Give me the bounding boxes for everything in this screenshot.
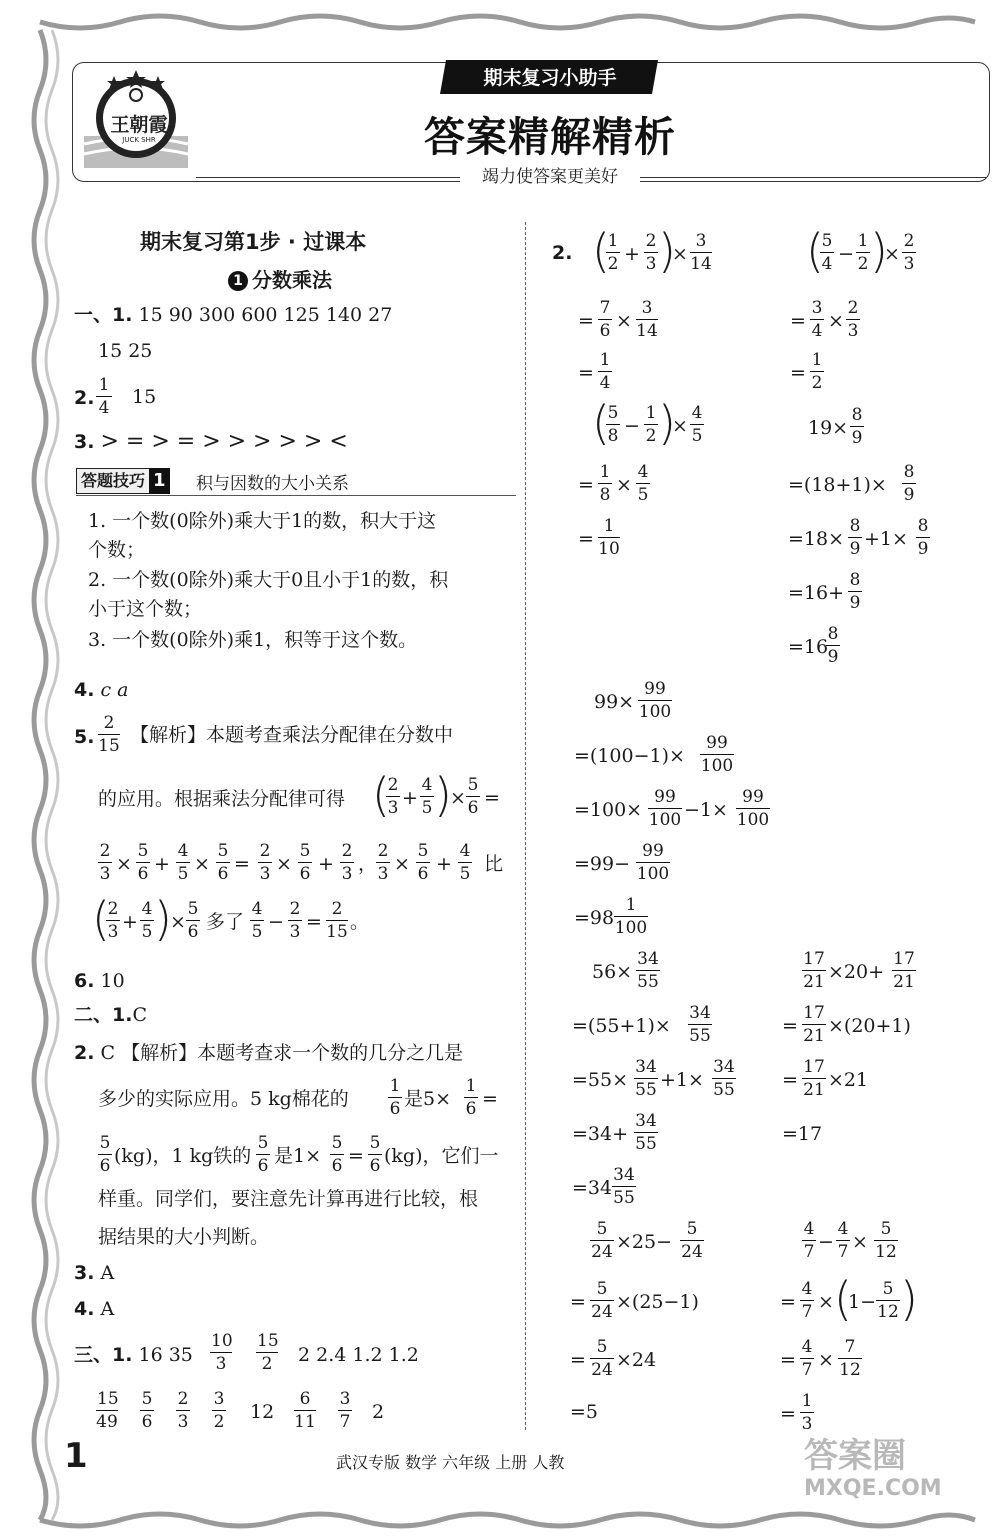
paren-left: ( [834,1272,852,1326]
c2-c2: +1× [864,528,908,550]
p3-e: =98 [574,907,615,929]
paren-right: ) [658,224,676,278]
op: × [116,853,132,875]
frac: 15 49 [96,1389,119,1432]
op: = [790,310,806,332]
s3-1-tail: 2 [372,1401,385,1423]
frac: 1 2 [645,403,657,446]
op: − [838,243,854,265]
q5-text1: 【解析】本题考查乘法分配律在分数中 [130,724,454,746]
tip-item-3: 3. 一个数(0除外)乘1，积等于这个数。 [88,629,418,651]
op: = [782,1015,798,1037]
frac: 3 4 [811,298,823,341]
frac: 2 3 [645,231,657,274]
q5-end: 。 [350,911,370,933]
frac: 1 8 [599,462,611,505]
q3: 3. > = > = > > > > > < [74,429,348,454]
q5-text2: 的应用。根据乘法分配律可得 [98,788,346,810]
op: = [578,310,594,332]
s2-2-line2b: 是5× [404,1088,452,1110]
frac: 1 2 [857,231,869,274]
frac: 5 24 [591,1279,613,1322]
p3-a: 99× [594,691,635,713]
q5-more: 多了 [206,911,245,933]
op: × [616,310,632,332]
frac: 5 6 [99,1133,111,1176]
page-title: 答案精解精析 [424,113,676,161]
frac: 4 5 [177,841,189,884]
watermark-line1: 答案圈 [804,1436,906,1476]
frac: 5 24 [591,1219,613,1262]
p5-a: ×20+ [828,961,885,983]
c2-e: =16 [788,636,829,658]
q5-fraction: 2 15 [98,713,120,756]
tip-item-2b: 小于这个数； [88,598,203,620]
op: + [122,911,138,933]
frac: 5 6 [141,1389,153,1432]
frac: 2 3 [903,231,915,274]
q2-label: 2. [74,387,95,409]
frac: 5 8 [607,403,619,446]
c2-b: =(18+1)× [788,474,887,496]
op: − [268,911,284,933]
op: × [194,853,210,875]
s3-1: 三、1. 16 35 [74,1344,193,1366]
right-q2-label: 2. [552,242,573,264]
q1-1-line2: 15 25 [98,340,153,362]
frac: 8 9 [849,570,861,613]
s2-1: 二、1.C [74,1004,147,1026]
op: × [276,853,292,875]
p5-d: =17 [782,1123,823,1145]
op: × [818,1349,834,1371]
frac: 1 100 [614,895,648,938]
p6-a: ×25− [616,1231,673,1253]
q4: 4. c a [74,679,129,701]
op: = [782,1069,798,1091]
frac: 34 55 [635,1111,657,1154]
section-title: 期末复习第1步 · 过课本 [140,230,367,254]
frac: 2 3 [289,899,301,942]
tip-item-1b: 个数； [88,539,146,561]
frac: 2 3 [99,841,111,884]
op: = [234,853,250,875]
frac: 10 3 [211,1331,233,1374]
tip-label: 答题技巧 [76,468,149,494]
frac: 5 12 [877,1279,899,1322]
q1-1 [74,302,392,328]
op: = [780,1403,796,1425]
s2-2-line2: 多少的实际应用。5 kg棉花的 [98,1088,349,1110]
frac: 5 24 [591,1337,613,1380]
frac: 2 15 [326,899,348,942]
frac: 3 14 [690,231,712,274]
paren-right: ) [154,892,172,946]
frac: 8 9 [849,516,861,559]
frac: 5 24 [681,1219,703,1262]
tip-item-1a: 1. 一个数(0除外)乘大于1的数，积大于这 [88,510,437,532]
p4-d: =34+ [572,1123,629,1145]
s2-2-line3b: 是1× [274,1145,322,1167]
frac: 4 7 [801,1279,813,1322]
op: = [780,1291,796,1313]
paren-right: ) [658,396,676,450]
frac: 4 7 [801,1337,813,1380]
tip-title: 积与因数的大小关系 [196,474,349,494]
op: + [318,853,334,875]
frac: 5 6 [417,841,429,884]
frac: 1 2 [607,231,619,274]
paren-left: ( [372,768,390,822]
plus-sign: + [402,787,418,809]
op: + [154,853,170,875]
q5-sep: ， [358,853,378,875]
op: × [616,474,632,496]
frac: 6 11 [294,1389,316,1432]
frac: 2 3 [177,1389,189,1432]
q2-fraction: 1 4 [96,374,112,419]
watermark [804,1436,942,1502]
tip-item-2a: 2. 一个数(0除外)乘大于0且小于1的数，积 [88,569,449,591]
frac-5-6: 5 6 [467,775,479,818]
frac: 99 100 [648,787,682,830]
q5-label: 5. [74,726,95,748]
op: − [624,415,640,437]
frac: 1 6 [465,1076,477,1119]
c2-c: =18× [788,528,845,550]
frac: 4 5 [251,899,263,942]
s2-2: 2. C 【解析】本题考查求一个数的几分之几是 [74,1042,464,1064]
p6-b: ×(25−1) [616,1291,699,1313]
p5-b: ×(20+1) [828,1015,911,1037]
footer-text: 武汉专版 数学 六年级 上册 人教 [336,1453,565,1472]
frac: 4 5 [637,462,649,505]
frac-2-3: 2 3 [387,775,399,818]
s3-1-nums-b: 2 2.4 1.2 1.2 [298,1344,419,1366]
frac: 2 3 [259,841,271,884]
p7-b2: 1− [848,1291,877,1313]
frac: 2 3 [847,298,859,341]
tip-number: 1 [149,468,170,494]
op: × [884,243,900,265]
page-number: 1 [64,1436,88,1476]
frac: 17 21 [893,949,915,992]
frac: 1 4 [599,350,611,393]
op: × [672,415,688,437]
frac: 4 5 [459,841,471,884]
paren-left: ( [92,892,110,946]
frac: 8 9 [851,405,863,448]
frac: 4 5 [691,403,703,446]
p4-e: =34 [572,1177,613,1199]
op: = [578,362,594,384]
unit-title: 分数乘法 [252,268,332,292]
paren-right: ) [900,1272,918,1326]
column-divider [525,222,526,1430]
frac: 8 9 [917,516,929,559]
tip-rule [76,495,516,496]
op: × [170,911,186,933]
op: = [570,1349,586,1371]
paren-right: ) [434,768,452,822]
frac: 7 6 [599,298,611,341]
op: + [624,243,640,265]
frac: 4 7 [837,1219,849,1262]
op: = [578,474,594,496]
q1-1-label: 一、1. [74,304,133,326]
paren-left: ( [592,396,610,450]
frac: 34 55 [689,1003,711,1046]
unit-heading [228,264,332,293]
op: × [828,310,844,332]
p4-c: =55× [572,1069,629,1091]
c2-d: =16+ [788,582,845,604]
p3-c2: −1× [684,799,728,821]
op: × [672,243,688,265]
p3-c: =100× [574,799,643,821]
op: × [852,1231,868,1253]
frac: 8 9 [903,462,915,505]
page-subtitle: 竭力使答案更美好 [460,164,640,190]
logo-text: 王朝霞 [110,114,168,136]
s2-2-line3a: (kg)，1 kg铁的 [114,1145,252,1167]
paren-left: ( [806,224,824,278]
p5-c: ×21 [828,1069,869,1091]
frac: 15 2 [257,1331,279,1374]
op: = [780,1349,796,1371]
frac: 5 6 [331,1133,343,1176]
frac: 1 6 [389,1076,401,1119]
s2-4: 4. A [74,1298,115,1320]
q2-rest: 15 [132,386,157,408]
s2-2-line3c: (kg)，它们一 [384,1145,499,1167]
frac: 2 3 [341,841,353,884]
op: + [436,853,452,875]
frac: 17 21 [803,1003,825,1046]
frac: 1 3 [801,1391,813,1434]
frac: 5 4 [821,231,833,274]
frac: 34 55 [713,1057,735,1100]
s2-2-line5: 据结果的大小判断。 [98,1226,270,1248]
op: = [306,911,322,933]
frac: 99 100 [636,841,670,884]
header-tag: 期末复习小助手 [483,67,617,89]
p7-b1: × [818,1291,834,1313]
frac: 34 55 [613,1165,635,1208]
frac: 5 6 [299,841,311,884]
frac: 4 7 [803,1219,815,1262]
paren-left: ( [592,224,610,278]
frac: 4 5 [141,899,153,942]
frac: 3 2 [213,1389,225,1432]
frac: 17 21 [803,1057,825,1100]
frac: 34 55 [637,949,659,992]
op: = [578,528,594,550]
times-sign: × [450,787,466,809]
frac: 8 9 [827,624,839,667]
frac: 5 6 [257,1133,269,1176]
frac: 2 3 [107,899,119,942]
c2-a: 19× [808,417,849,439]
frac: 5 12 [875,1219,897,1262]
watermark-line2: MXQE.COM [804,1476,942,1501]
s2-3: 3. A [74,1262,115,1284]
frac: 1 2 [811,350,823,393]
frac: 2 3 [377,841,389,884]
frac: 3 14 [636,298,658,341]
p4-a: 56× [592,961,633,983]
op: = [570,1291,586,1313]
logo-subtext: JUCK SHR [122,136,156,144]
s3-1-last: 12 [250,1401,275,1423]
op: × [394,853,410,875]
p3-d: =99− [574,853,631,875]
frac: 3 7 [339,1389,351,1432]
frac-4-5: 4 5 [421,775,433,818]
p6-d: =5 [570,1401,599,1423]
unit-number: 1 [228,271,248,291]
p3-b: =(100−1)× [574,745,685,767]
frac: 99 100 [736,787,770,830]
frac: 99 100 [700,733,734,776]
frac: 5 6 [137,841,149,884]
p6-c: ×24 [616,1349,657,1371]
paren-right: ) [870,224,888,278]
s2-2-line4: 样重。同学们，要注意先计算再进行比较，根 [98,1188,479,1210]
frac: 7 12 [839,1337,861,1380]
p4-b: =(55+1)× [572,1015,671,1037]
op: = [482,1088,498,1110]
q1-1-line1: 15 90 300 600 125 140 27 [138,304,393,326]
equals-sign: = [484,787,500,809]
frac: 99 100 [638,679,672,722]
q6: 6. 10 [74,970,125,992]
op: = [790,362,806,384]
frac: 17 21 [803,949,825,992]
frac: 5 6 [217,841,229,884]
tip-badge [76,468,170,494]
q5-bi: 比 [484,853,504,875]
p4-c2: +1× [660,1069,704,1091]
op: − [818,1231,834,1253]
op: = [348,1145,364,1167]
frac: 5 6 [187,899,199,942]
frac: 34 55 [635,1057,657,1100]
frac: 5 6 [369,1133,381,1176]
frac: 1 10 [598,516,620,559]
